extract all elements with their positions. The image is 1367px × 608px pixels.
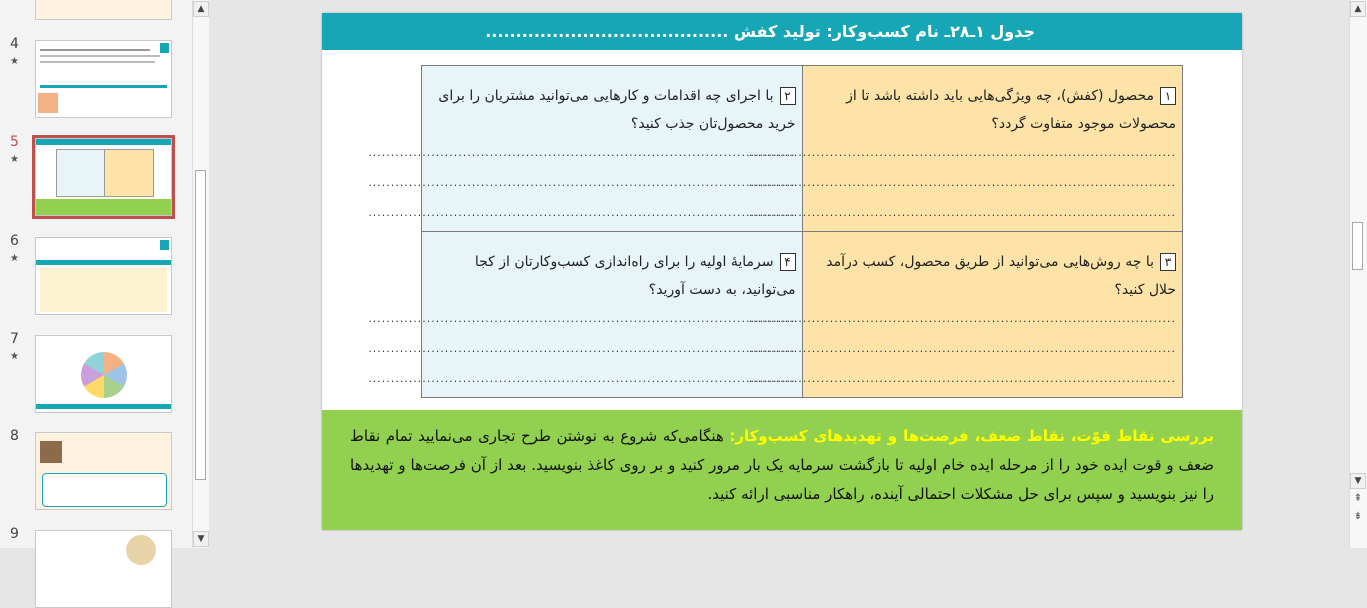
scroll-up-arrow-icon[interactable]: ▲ (193, 1, 209, 17)
question-cell-1[interactable] (748, 66, 1183, 232)
question-text-1: محصول (کفش)، چه ویژگی‌هایی باید داشته باشد تا از محصولات موجود متفاوت گردد؟ (846, 88, 1176, 132)
slide-number: 9 (10, 526, 19, 542)
slide-number: 8 (10, 428, 19, 444)
question-number-4: ۴ (780, 253, 796, 271)
answer-line: ............................................................................................... (748, 176, 1176, 189)
star-icon: ★ (10, 253, 19, 264)
slide-number: 6 (10, 233, 19, 249)
answer-line: ............................................................................................... (368, 206, 796, 219)
scroll-down-arrow-icon[interactable]: ▼ (1350, 473, 1366, 489)
slide-canvas[interactable] (322, 13, 1242, 530)
question-text-3: با چه روش‌هایی می‌توانید از طریق محصول، کسب درآمد حلال کنید؟ (826, 254, 1176, 298)
scroll-down-arrow-icon[interactable]: ▼ (193, 531, 209, 547)
question-text-2: با اجرای چه اقدامات و کارهایی می‌توانید مشتریان را برای خرید محصول‌تان جذب کنید؟ (438, 88, 796, 132)
question-cell-2[interactable] (368, 66, 803, 232)
answer-line: ............................................................................................... (368, 176, 796, 189)
slide-scrollbar[interactable] (1349, 0, 1367, 548)
scrollbar-thumb[interactable] (195, 170, 206, 480)
scrollbar-thumb[interactable] (1352, 222, 1363, 270)
answer-line: ............................................................................................... (368, 342, 796, 355)
previous-slide-icon[interactable]: ⇞ (1353, 493, 1363, 504)
slide-thumbnail-3[interactable] (35, 0, 172, 20)
next-slide-icon[interactable]: ⇟ (1353, 511, 1363, 522)
table-title: جدول ۱ـ۲۸ـ نام کسب‌وکار: تولید کفش ........................................ (322, 13, 1242, 50)
slide-number: 7 (10, 331, 19, 347)
scroll-up-arrow-icon[interactable]: ▲ (1350, 1, 1366, 17)
answer-line: ............................................................................................... (368, 146, 796, 159)
swot-heading: بررسی نقاط قوّت، نقاط ضعف، فرصت‌ها و تهدیدهای کسب‌وکار: (729, 427, 1214, 445)
thumbnail-scrollbar[interactable] (192, 0, 209, 548)
slide-thumbnail-8[interactable] (35, 432, 172, 510)
answer-line: ............................................................................................... (748, 342, 1176, 355)
star-icon: ★ (10, 154, 19, 165)
question-number-1: ۱ (1160, 87, 1176, 105)
star-icon: ★ (10, 351, 19, 362)
answer-line: ............................................................................................... (748, 312, 1176, 325)
question-number-3: ۳ (1160, 253, 1176, 271)
business-questions-table (368, 65, 1183, 398)
slide-thumbnail-pane (0, 0, 193, 548)
slide-number: 5 (10, 134, 19, 150)
answer-line: ............................................................................................... (748, 146, 1176, 159)
slide-thumbnail-9[interactable] (35, 530, 172, 608)
answer-line: ............................................................................................... (368, 312, 796, 325)
question-cell-4[interactable] (368, 232, 803, 398)
question-number-2: ۲ (780, 87, 796, 105)
star-icon: ★ (10, 56, 19, 67)
answer-line: ............................................................................................... (748, 372, 1176, 385)
slide-thumbnail-7[interactable] (35, 335, 172, 413)
answer-line: ............................................................................................... (748, 206, 1176, 219)
slide-thumbnail-6[interactable] (35, 237, 172, 315)
slide-number: 4 (10, 36, 19, 52)
slide-thumbnail-4[interactable] (35, 40, 172, 118)
swot-note-box[interactable] (322, 410, 1242, 530)
swot-body: هنگامی‌که شروع به نوشتن طرح تجاری می‌نمایید تمام نقاط ضعف و قوت ایده خود را از مرحله ایده خام اولیه تا بازگشت سرمایه یک بار مرور کنید و بر روی کاغذ بنویسید. بعد از آن فرصت‌ها و تهدیدها را نیز بنویسید و سپس برای حل مشکلات احتمالی آینده، راهکار مناسبی ارائه کنید. (350, 427, 1214, 503)
question-cell-3[interactable] (748, 232, 1183, 398)
answer-line: ............................................................................................... (368, 372, 796, 385)
question-text-4: سرمایهٔ اولیه را برای راه‌اندازی کسب‌وکارتان از کجا می‌توانید، به دست آورید؟ (474, 254, 796, 298)
slide-thumbnail-5-selected[interactable] (35, 138, 172, 216)
